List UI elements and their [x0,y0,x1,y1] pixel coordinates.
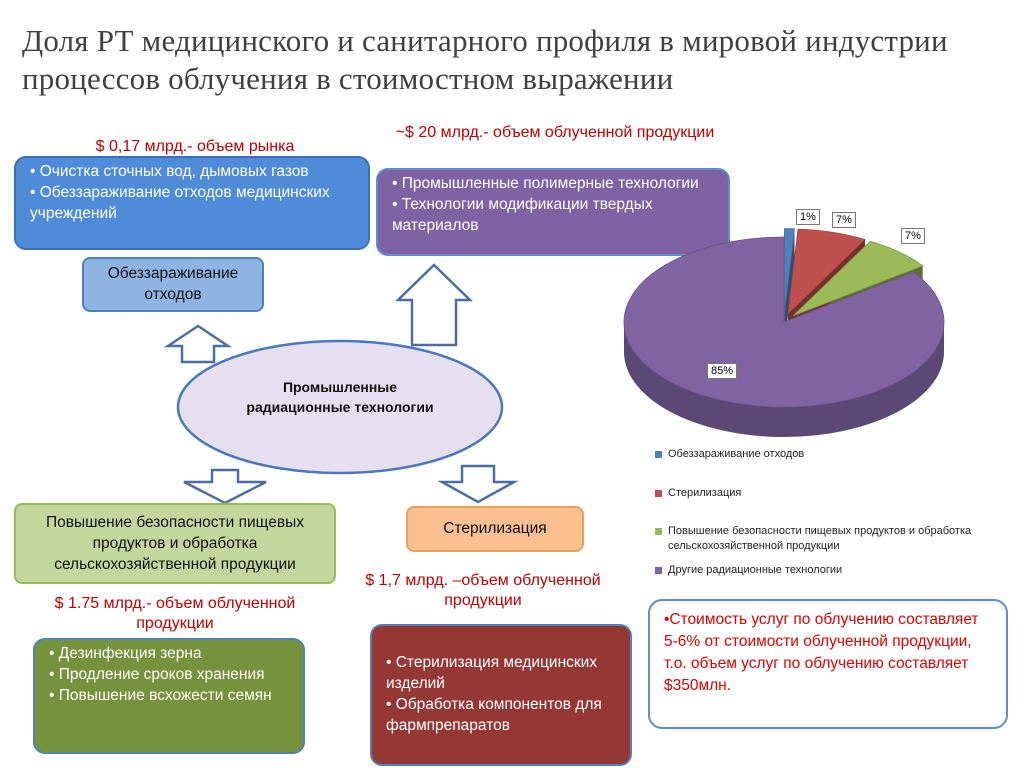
waste-label: Обеззараживание отходов [82,257,264,312]
legend-text-waste: Обеззараживание отходов [668,448,805,460]
center-label: Промышленные радиационные технологии [246,379,434,415]
sterilization-details-box [370,624,632,766]
polymer-item-2: • Технологии модификации твердых материалов [392,194,718,236]
pie-label-food: 7% [901,228,925,244]
pie-label-waste: 1% [796,209,820,225]
polymer-item-1: • Промышленные полимерные технологии [392,173,718,194]
food-item-3: • Повышение всхожести семян [49,685,293,706]
waste-item-2: • Обеззараживание отходов медицинских учреждений [30,182,358,224]
steril-item-2: • Обработка компонентов для фармпрепаратов [386,694,620,736]
legend-swatch-food [655,528,662,535]
sterilization-caption: $ 1,7 млрд. –объем облученной продукции [365,572,601,609]
pie-label-other: 85% [707,363,737,379]
food-item-2: • Продление сроков хранения [49,664,293,685]
page-title: Доля РТ медицинского и санитарного профиля в мировой индустрии процессов облучения в стоимостном выражении [22,23,948,96]
product-caption: ~$ 20 млрд.- объем облученной продукции [395,124,715,141]
market-caption: $ 0,17 млрд.- объем рынка [95,138,295,155]
legend-text-other: Другие радиационные технологии [668,564,843,576]
arrow-down-left [184,470,266,503]
arrow-up-right [398,265,470,345]
arrow-up-left [168,326,228,362]
sterilization-label: Стерилизация [406,506,584,552]
pie-label-steril: 7% [832,212,856,228]
legend-text-steril: Стерилизация [668,487,742,499]
food-caption: $ 1.75 млрд.- объем облученной продукции [54,595,296,632]
waste-item-1: • Очистка сточных вод, дымовых газов [30,161,358,182]
cost-note: •Стоимость услуг по облучению составляет 5-6% от стоимости облученной продукции, т.о. объем услуг по облучению составляет $350млн. [648,599,1008,729]
legend-text-food: Повышение безопасности пищевых продуктов и обработка сельскохозяйственной продукции [668,525,972,552]
pie-chart [624,229,944,437]
food-label: Повышение безопасности пищевых продуктов и обработка сельскохозяйственной продукции [14,503,336,584]
legend-swatch-waste [655,451,662,458]
food-item-1: • Дезинфекция зерна [49,643,293,664]
legend-swatch-other [655,567,662,574]
food-details-box [33,638,305,754]
arrow-down-right [442,466,514,502]
steril-item-1: • Стерилизация медицинских изделий [386,652,620,694]
legend-swatch-steril [655,490,662,497]
